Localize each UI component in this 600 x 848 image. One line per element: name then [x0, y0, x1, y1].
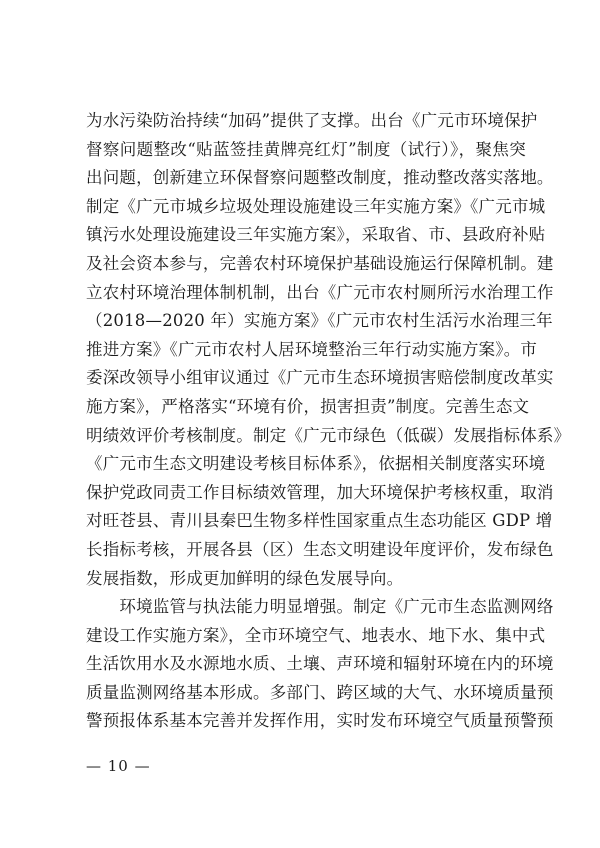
text-line: 推进方案》《广元市农村人居环境整治三年行动实施方案》。市	[86, 339, 538, 359]
text-line: 保护党政同责工作目标绩效管理，加大环境保护考核权重，取消	[86, 482, 554, 502]
text-line: 施方案》，严格落实“环境有价，损害担责”制度。完善生态文	[86, 396, 530, 416]
text-line: 对旺苍县、青川县秦巴生物多样性国家重点生态功能区 GDP 增	[86, 511, 553, 531]
page-number: — 10 —	[86, 757, 151, 775]
text-line: 建设工作实施方案》，全市环境空气、地表水、地下水、集中式	[86, 625, 546, 645]
text-line: 明绩效评价考核制度。制定《广元市绿色（低碳）发展指标体系》	[86, 425, 571, 445]
text-line: 警预报体系基本完善并发挥作用，实时发布环境空气质量预警预	[86, 711, 554, 731]
text-line-paragraph-end: 发展指数，形成更加鲜明的绿色发展导向。	[86, 568, 404, 588]
text-line: 为水污染防治持续“加码”提供了支撑。出台《广元市环境保护	[86, 111, 538, 130]
text-line: 镇污水处理设施建设三年实施方案》，采取省、市、县政府补贴	[86, 225, 546, 245]
text-line: 生活饮用水及水源地水质、土壤、声环境和辐射环境在内的环境	[86, 654, 554, 674]
body-text	[86, 107, 571, 736]
text-line: 委深改领导小组审议通过《广元市生态环境损害赔偿制度改革实	[86, 368, 554, 388]
text-line: 质量监测网络基本形成。多部门、跨区域的大气、水环境质量预	[86, 682, 554, 702]
text-line: 出问题，创新建立环保督察问题整改制度，推动整改落实落地。	[86, 168, 554, 188]
text-line: （2018—2020 年）实施方案》《广元市农村生活污水治理三年	[86, 311, 553, 331]
text-line: 及社会资本参与，完善农村环境保护基础设施运行保障机制。建	[86, 253, 554, 273]
text-line: 长指标考核，开展各县（区）生态文明建设年度评价，发布绿色	[86, 539, 554, 559]
text-line: 立农村环境治理体制机制，出台《广元市农村厕所污水治理工作	[86, 282, 554, 302]
text-line: 制定《广元市城乡垃圾处理设施建设三年实施方案》《广元市城	[86, 196, 546, 216]
text-line: 《广元市生态文明建设考核目标体系》，依据相关制度落实环境	[86, 454, 546, 474]
text-line-paragraph-start: 环境监管与执法能力明显增强。制定《广元市生态监测网络	[86, 597, 554, 617]
text-line: 督察问题整改“贴蓝签挂黄牌亮红灯”制度（试行）》，聚焦突	[86, 139, 526, 159]
